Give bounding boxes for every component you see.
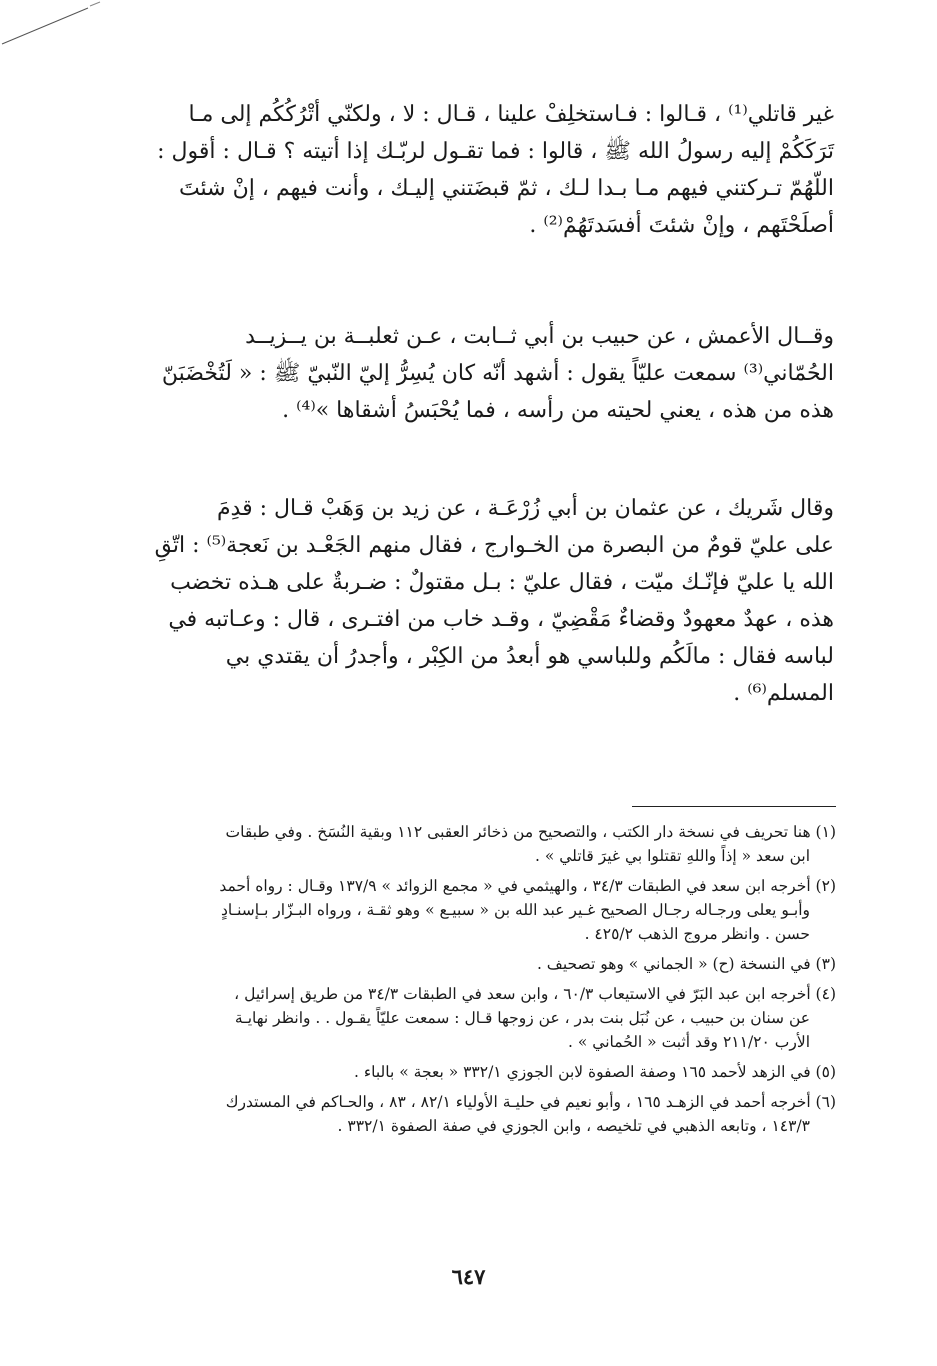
paragraph-line: المسلم⁽⁶⁾ .: [733, 681, 834, 706]
footnote-line: حسن . وانظر مروج الذهب ٤٢٥/٢ .: [584, 925, 810, 943]
footnote-line: وأبـو يعلى ورجـاله رجـال الصحيح غـير عبد الله بن « سبيـع » وهو ثقـة ، ورواه البـزّار بـإسنـادٍ: [220, 901, 810, 919]
paragraph-line: غير قاتلي⁽¹⁾ ، قـالوا : فـاستخلِفْ علينا ، قـال : لا ، ولكنّي أتْرُكُكُم إلى مـا: [188, 102, 834, 127]
paragraph-line: هذه ، عهدٌ معهودٌ وقضاءٌ مَقْضِيّ ، وقـد خاب من افتـرى ، قال : وعـاتبه في: [168, 607, 834, 632]
footnote-4: [130, 982, 836, 1054]
paragraph-line: تَرَكَكُمْ إليه رسولُ الله ﷺ ، قالوا : فما تقـول لربّـك إذا أتيته ؟ قـال : أقول :: [157, 139, 834, 164]
paragraph-line: هذه من هذه ، يعني لحيته من رأسه ، فما يُحْبَسُ أشقاها »⁽⁴⁾ .: [282, 398, 834, 423]
paragraph-line: وقال شَريك ، عن عثمان بن أبي زُرْعَـة ، عن زيد بن وَهَبْ قـال : قدِمَ: [216, 496, 834, 521]
footnote-line: عن سنان بن حبيب ، عن نُبَل بنت بدر ، عن زوجها قـال : سمعت عليّاً يقـول . . وانظر نهايـة: [234, 1009, 810, 1027]
paragraph-line: اللّهُمّ تـركتني فيهم مـا بـدا لـك ، ثمّ قبضَتني إليـك ، وأنت فيهم ، إنْ شئتَ: [178, 176, 834, 201]
paragraph-line: لباسه فقال : مالَكُم وللباسي هو أبعدُ من الكِبْر ، وأجدرُ أن يقتدي بي: [225, 644, 834, 669]
footnote-line: (١) هنا تحريف في نسخة دار الكتب ، والتصحيح من ذخائر العقبى ١١٢ وبقية النُسَخ . وفي طبقات: [225, 823, 836, 841]
paragraph-line: الحُمّاني⁽³⁾ سمعت عليّاً يقول : أشهد أنّه كان يُسِرُّ إليّ النّبيّ ﷺ : « لَتُخْضَبَنّ: [161, 361, 834, 386]
footnote-5: [130, 1060, 836, 1084]
footnote-3: [130, 952, 836, 976]
footnote-divider: [632, 806, 836, 807]
footnote-line: (٦) أخرجه أحمد في الزهـد ١٦٥ ، وأبو نعيم في حليـة الأولياء ٨٢/١ ، ٨٣ ، والحـاكم في المستدرك: [225, 1093, 836, 1111]
footnote-1: [130, 820, 836, 868]
footnote-6: [130, 1090, 836, 1138]
footnote-line: (٥) في الزهد لأحمد ١٦٥ وصفة الصفوة لابن الجوزي ٣٣٢/١ « بعجة » بالباء .: [354, 1063, 836, 1081]
footnote-line: ابن سعد « إذاً واللهِ تقتلوا بي غيرَ قاتلي » .: [535, 847, 810, 865]
paragraph-3: [130, 490, 834, 712]
footnote-line: (٣) في النسخة (ح) « الجماني » وهو تصحيف .: [536, 955, 836, 973]
footnote-2: [130, 874, 836, 946]
paragraph-line: أصلَحْتَهم ، وإنْ شئتَ أفسَدتَهُمْ⁽²⁾ .: [529, 213, 834, 238]
paragraph-2: [130, 318, 834, 429]
paragraph-line: على عليّ قومٌ من البصرة من الخـوارج ، فقال منهم الجَعْـد بن نَعجة⁽⁵⁾ : اتّقِ: [154, 533, 834, 558]
footnote-line: ١٤٣/٣ ، وتابعه الذهبي في تلخيصه ، وابن الجوزي في صفة الصفوة ٣٣٢/١ .: [337, 1117, 810, 1135]
footnotes: [130, 820, 836, 1144]
footnote-line: (٤) أخرجه ابن عبد البَرّ في الاستيعاب ٦٠/٣ ، وابن سعد في الطبقات ٣٤/٣ من طريق إسرائيل ،: [234, 985, 836, 1003]
footnote-line: الأرب ٢١١/٢٠ وقد أثبت « الحُماني » .: [568, 1033, 810, 1051]
footnote-line: (٢) أخرجه ابن سعد في الطبقات ٣٤/٣ ، والهيثمي في « مجمع الزوائد » ١٣٧/٩ وقـال : رواه أحمد: [219, 877, 836, 895]
paragraph-line: الله يا عليّ فإنّـك ميّت ، فقال عليّ : بـل مقتولٌ : ضـربةٌ على هـذه تخضب: [170, 570, 834, 595]
paragraph-1: [130, 96, 834, 244]
page-number: ٦٤٧: [451, 1264, 486, 1289]
scan-mark: [0, 0, 110, 50]
paragraph-line: وقــال الأعمش ، عن حبيب بن أبي ثــابت ، عـن ثعلبــة بن يــزيــد: [245, 324, 834, 349]
